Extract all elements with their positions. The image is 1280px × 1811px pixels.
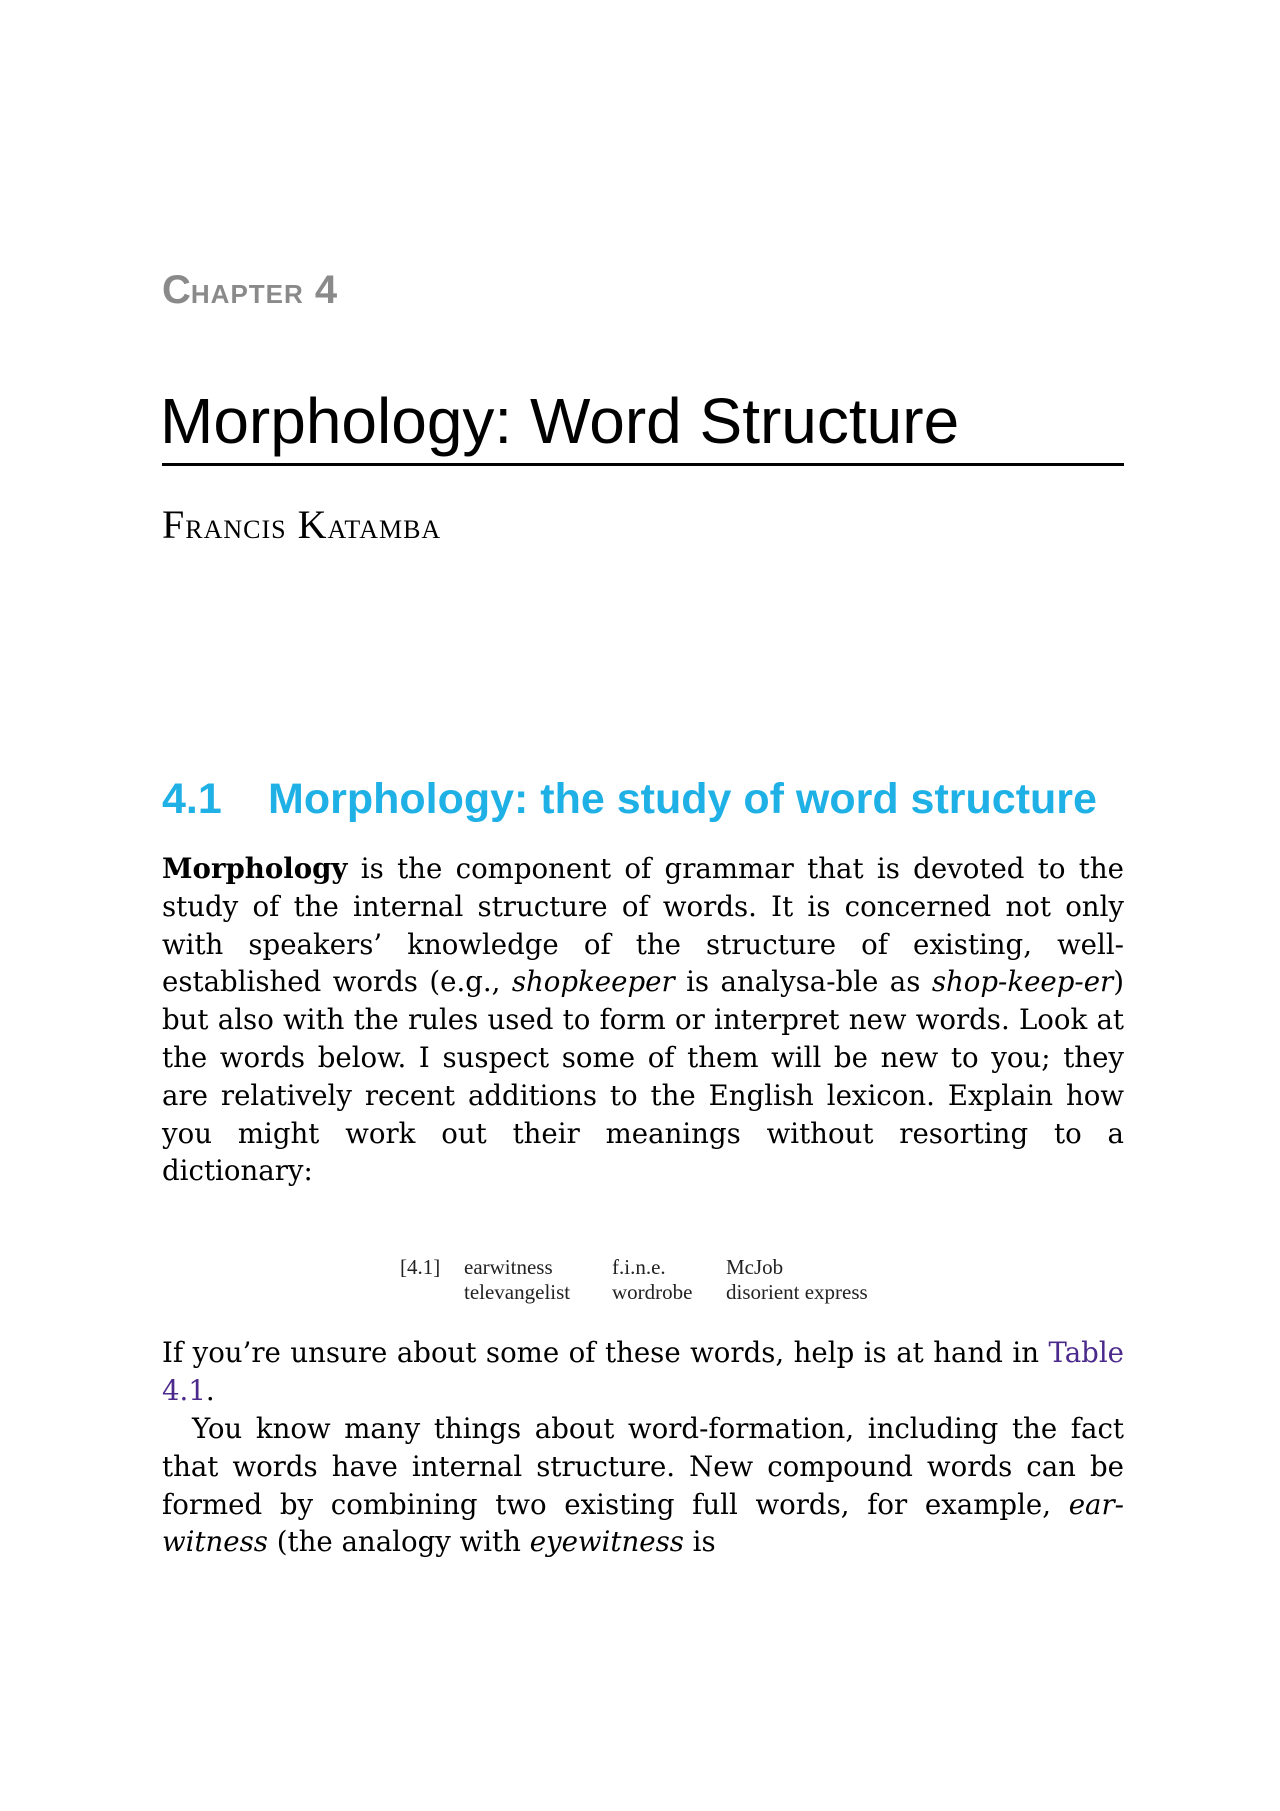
paragraph-1-text-c: ) but also with the rules used to form or interpret new words. Look at the words below. I suspect some of them will be new to you; they are relatively recent additions to the English lexicon. Explain how you might work out their meanings without resorting to a dictionary: bbox=[162, 965, 1124, 1188]
example-number: [4.1] bbox=[400, 1255, 441, 1279]
paragraph-2-text-b: . bbox=[205, 1373, 215, 1407]
chapter-label-initial: C bbox=[162, 268, 191, 312]
author-last-initial: K bbox=[297, 502, 328, 547]
author-first-initial: F bbox=[162, 502, 186, 547]
title-rule bbox=[162, 463, 1124, 466]
example-word: f.i.n.e. bbox=[612, 1255, 666, 1279]
paragraph-2 bbox=[162, 1334, 1124, 1410]
example-word-shop-keep-er: shop-keep-er bbox=[931, 965, 1114, 999]
term-morphology: Morphology bbox=[162, 852, 348, 885]
example-word: McJob bbox=[726, 1255, 784, 1279]
paragraph-3-text-b: (the analogy with bbox=[267, 1525, 530, 1559]
paragraph-3-text-c: is bbox=[683, 1525, 716, 1559]
paragraph-3 bbox=[162, 1410, 1124, 1561]
example-word: earwitness bbox=[464, 1255, 553, 1279]
paragraph-3-text-a: You know many things about word-formation, including the fact that words have internal structure. New compound words can be formed by combining two existing full words, for example, bbox=[162, 1412, 1124, 1521]
section-heading bbox=[162, 776, 1124, 823]
chapter-label-rest: HAPTER bbox=[190, 279, 304, 309]
example-column-1 bbox=[464, 1255, 570, 1305]
example-column-3 bbox=[726, 1255, 868, 1305]
chapter-title: Morphology: Word Structure bbox=[160, 385, 960, 457]
author-first-rest: RANCIS bbox=[185, 515, 287, 544]
section-number: 4.1 bbox=[162, 775, 222, 823]
table-4-1-link[interactable]: Table 4.1 bbox=[162, 1336, 1124, 1407]
paragraph-1-text-b: is analysa-ble as bbox=[674, 965, 932, 999]
example-word-shopkeeper: shopkeeper bbox=[511, 965, 675, 999]
example-column-2 bbox=[612, 1255, 692, 1305]
example-word: wordrobe bbox=[612, 1280, 693, 1304]
author-last-rest: ATAMBA bbox=[327, 515, 442, 544]
paragraph-1-text-a: is the component of grammar that is devoted to the study of the internal structure of words. It is concerned not only with speakers’ knowledge of the structure of existing, well-established words (e.g., bbox=[162, 852, 1124, 999]
example-word: televangelist bbox=[464, 1280, 571, 1304]
chapter-label bbox=[162, 270, 337, 310]
example-word: disorient express bbox=[726, 1280, 868, 1304]
section-title: Morphology: the study of word structure bbox=[268, 775, 1097, 823]
example-word-eyewitness: eyewitness bbox=[529, 1525, 684, 1559]
author-name bbox=[162, 502, 442, 547]
example-word-ear-witness: ear-witness bbox=[162, 1487, 1124, 1559]
paragraph-2-text-a: If you’re unsure about some of these words, help is at hand in bbox=[162, 1336, 1049, 1369]
paragraph-1 bbox=[162, 850, 1124, 1190]
chapter-number: 4 bbox=[314, 268, 338, 312]
